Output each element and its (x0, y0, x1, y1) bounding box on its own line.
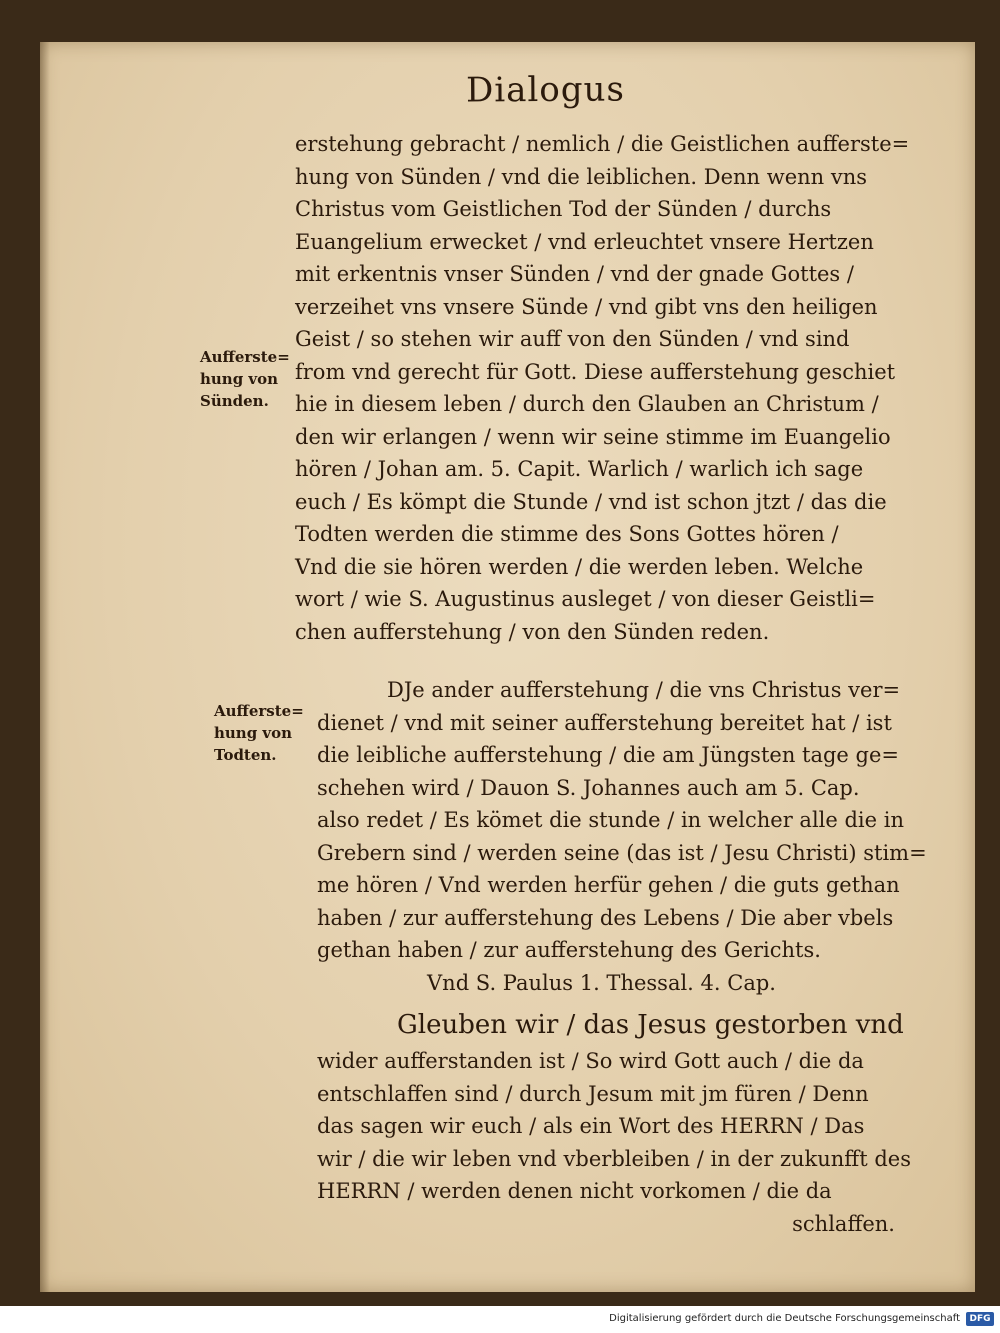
paragraph-gap (255, 648, 905, 674)
text-line: schehen wird / Dauon S. Johannes auch am 5. Cap. (317, 775, 860, 800)
paragraph-2 (255, 674, 927, 967)
text-line: Vnd die sie hören werden / die werden leben. Welche (295, 554, 864, 579)
text-line: erstehung gebracht / nemlich / die Geistlichen aufferste= (295, 132, 910, 156)
footer-bar (0, 1306, 1000, 1333)
margin-note-line: Aufferste= (214, 702, 304, 720)
margin-note-line: hung von (200, 370, 279, 388)
catchword: schlaffen. (792, 1211, 895, 1236)
text-line: Grebern sind / werden seine (das ist / Jesu Christi) stim= (317, 840, 927, 865)
text-line: wort / wie S. Augustinus ausleget / von dieser Geistli= (295, 587, 876, 611)
margin-note-line: Todten. (214, 746, 277, 764)
quote-block (255, 1005, 911, 1240)
text-line: Euangelium erwecket / vnd erleuchtet vnsere Hertzen (295, 229, 874, 254)
page-gutter-shadow (40, 42, 50, 1292)
paragraph-1 (255, 128, 910, 648)
text-line: hung von Sünden / vnd die leiblichen. Denn wenn vns (295, 164, 868, 189)
funding-credit: Digitalisierung gefördert durch die Deutsche Forschungsgemeinschaft (609, 1313, 960, 1324)
body-text (255, 128, 927, 1240)
text-line: DJe ander aufferstehung / die vns Christus ver= (387, 678, 901, 702)
text-line: HERRN / werden denen nicht vorkomen / die da (317, 1179, 832, 1203)
margin-note-line: hung von (214, 724, 293, 742)
citation-block (255, 967, 905, 1000)
citation-line: Vnd S. Paulus 1. Thessal. 4. Cap. (427, 970, 776, 995)
text-line: wider aufferstanden ist / So wird Gott auch / die da (317, 1049, 864, 1073)
text-line: chen aufferstehung / von den Sünden reden. (295, 619, 770, 644)
text-line: entschlaffen sind / durch Jesum mit jm füren / Denn (317, 1081, 869, 1106)
margin-note-line: Sünden. (200, 392, 269, 410)
text-line: hie in diesem leben / durch den Glauben an Christum / (295, 392, 879, 416)
text-line: hören / Johan am. 5. Capit. Warlich / warlich ich sage (295, 457, 864, 481)
text-line: me hören / Vnd werden herfür gehen / die guts gethan (317, 873, 900, 897)
text-line: Geist / so stehen wir auff von den Sünden / vnd sind (295, 327, 850, 351)
text-line: verzeihet vns vnsere Sünde / vnd gibt vns den heiligen (295, 294, 878, 319)
text-line: den wir erlangen / wenn wir seine stimme im Euangelio (295, 424, 891, 449)
text-line: Christus vom Geistlichen Tod der Sünden / durchs (295, 197, 832, 221)
text-line: dienet / vnd mit seiner aufferstehung bereitet hat / ist (317, 710, 892, 735)
text-line: die leibliche aufferstehung / die am Jüngsten tage ge= (317, 743, 900, 767)
text-line: Todten werden die stimme des Sons Gottes hören / (295, 522, 839, 546)
text-line: haben / zur aufferstehung des Lebens / Die aber vbels (317, 905, 894, 930)
margin-note-line: Aufferste= (200, 348, 290, 366)
quote-first-line: Gleuben wir / das Jesus gestorben vnd (397, 1010, 904, 1040)
text-line: from vnd gerecht für Gott. Diese aufferstehung geschiet (295, 359, 896, 384)
dfg-logo: DFG (966, 1312, 994, 1326)
text-line: das sagen wir euch / als ein Wort des HERRN / Das (317, 1114, 865, 1138)
text-line: euch / Es kömpt die Stunde / vnd ist schon jtzt / das die (295, 489, 887, 514)
page-header: Dialogus (465, 69, 625, 111)
text-line: mit erkentnis vnser Sünden / vnd der gnade Gottes / (295, 262, 854, 286)
text-line: gethan haben / zur aufferstehung des Gerichts. (317, 938, 821, 962)
text-line: also redet / Es kömet die stunde / in welcher alle die in (317, 808, 904, 832)
text-line: wir / die wir leben vnd vberbleiben / in der zukunfft des (317, 1146, 911, 1171)
